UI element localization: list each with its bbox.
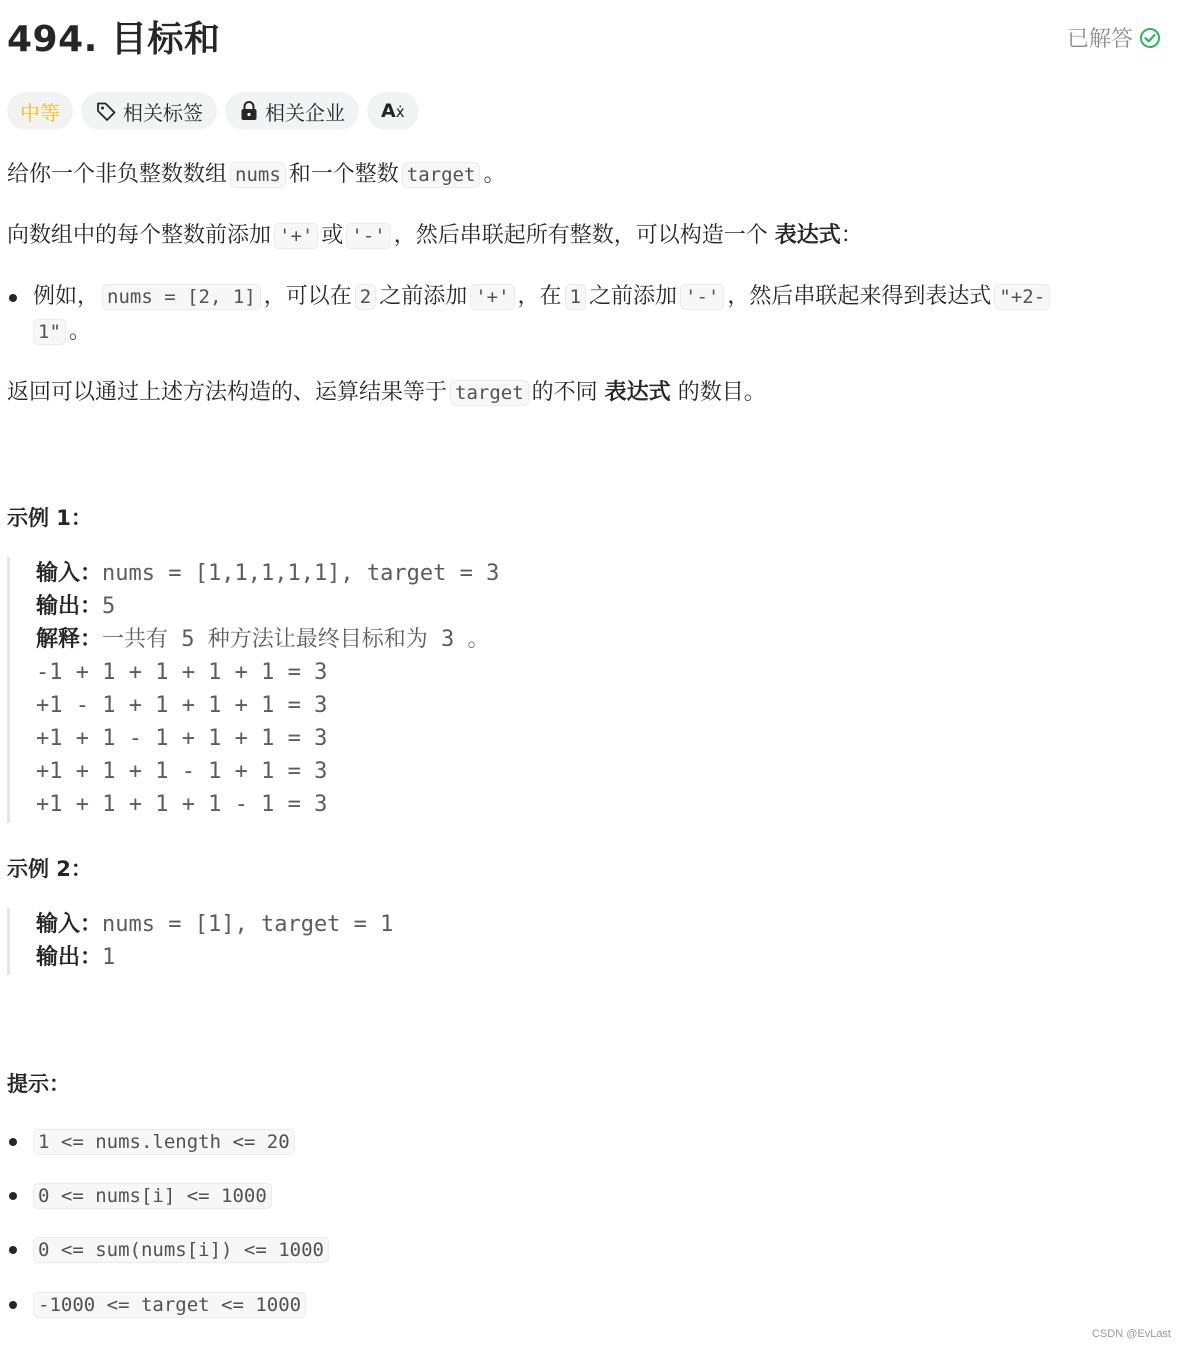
constraint-item <box>30 1288 309 1322</box>
value: nums = [1], target = 1 <box>102 912 394 937</box>
text: 3 。 <box>427 627 490 652</box>
value: 5 <box>102 594 116 619</box>
inline-code: -1000 <= target <= 1000 <box>33 1292 306 1318</box>
inline-code: nums <box>230 162 286 188</box>
bullet <box>9 1301 17 1309</box>
description-paragraph-2 <box>7 219 863 253</box>
description-paragraph-1 <box>7 158 505 192</box>
inline-code: 0 <= sum(nums[i]) <= 1000 <box>33 1237 329 1263</box>
difficulty-label: 中等 <box>20 100 60 125</box>
inline-code: '-' <box>680 284 724 310</box>
label: 输入： <box>36 912 103 937</box>
text: 的数目。 <box>677 380 766 405</box>
text: ： <box>840 223 863 248</box>
related-companies-label: 相关企业 <box>265 100 345 125</box>
solved-status <box>1067 22 1161 53</box>
text: 和一个整数 <box>288 162 399 187</box>
inline-code: 0 <= nums[i] <= 1000 <box>33 1183 272 1209</box>
difficulty-badge[interactable] <box>7 92 73 130</box>
explanation-line: +1 + 1 + 1 + 1 - 1 = 3 <box>36 792 328 817</box>
text: 例如， <box>33 284 100 309</box>
example-2-block <box>7 908 393 975</box>
example-input <box>36 557 499 590</box>
text: 。 <box>483 162 506 187</box>
inline-code: '-' <box>346 223 390 249</box>
inline-code: 2 <box>355 284 376 310</box>
text: 向数组中的每个整数前添加 <box>7 223 272 248</box>
related-companies-button[interactable] <box>225 92 359 130</box>
constraint-item <box>30 1233 332 1267</box>
check-circle-icon <box>1139 27 1161 49</box>
value: 1 <box>102 945 116 970</box>
text: 或 <box>321 223 344 248</box>
text: ，可以在 <box>263 284 352 309</box>
text: 5 <box>168 627 208 652</box>
value: nums = [1,1,1,1,1], target = 3 <box>102 561 500 586</box>
example-output <box>36 590 499 623</box>
label: 输出： <box>36 945 103 970</box>
text: 一共有 <box>102 627 169 652</box>
example-explanation <box>36 623 499 656</box>
text: ，然后串联起来得到表达式 <box>727 284 992 309</box>
inline-code: target <box>402 162 481 188</box>
inline-code: 1 <box>565 284 586 310</box>
text: 种方法让最终目标和为 <box>207 627 428 652</box>
label: 输出： <box>36 594 103 619</box>
example-1-block <box>7 557 499 823</box>
inline-code: nums = [2, 1] <box>102 284 261 310</box>
constraint-item <box>30 1125 298 1159</box>
related-tags-label: 相关标签 <box>123 100 203 125</box>
inline-code: '+' <box>470 284 514 310</box>
label: 解释： <box>36 627 103 652</box>
text: ，在 <box>517 284 562 309</box>
bullet <box>9 1246 17 1254</box>
tag-row <box>7 92 419 130</box>
text: 的不同 <box>531 380 598 405</box>
explanation-line: +1 - 1 + 1 + 1 + 1 = 3 <box>36 693 328 718</box>
example-2-heading: 示例 2： <box>7 857 92 881</box>
text: 返回可以通过上述方法构造的、运算结果等于 <box>7 380 448 405</box>
text: ，然后串联起所有整数，可以构造一个 <box>393 223 768 248</box>
related-tags-button[interactable] <box>81 92 217 130</box>
constraint-item <box>30 1179 275 1213</box>
inline-code: "+2- <box>994 284 1050 310</box>
inline-code: target <box>450 380 529 406</box>
tag-icon <box>95 100 117 122</box>
translate-icon: Aẋ <box>381 100 405 122</box>
bullet <box>9 294 17 302</box>
example-1-heading: 示例 1： <box>7 506 92 530</box>
bullet <box>9 1138 17 1146</box>
label: 输入： <box>36 561 103 586</box>
example-output <box>36 941 393 974</box>
inline-code: 1" <box>33 319 66 345</box>
inline-code: '+' <box>274 223 318 249</box>
explanation-line: -1 + 1 + 1 + 1 + 1 = 3 <box>36 660 328 685</box>
problem-title: 494. 目标和 <box>7 19 221 60</box>
bold-text: 表达式 <box>604 380 671 405</box>
inline-code: 1 <= nums.length <= 20 <box>33 1129 295 1155</box>
watermark: CSDN @EvLast <box>1091 1328 1171 1340</box>
bullet <box>9 1192 17 1200</box>
text: 给你一个非负整数数组 <box>7 162 228 187</box>
text: 之前添加 <box>589 284 678 309</box>
example-input <box>36 908 393 941</box>
text: 之前添加 <box>379 284 468 309</box>
explanation-line: +1 + 1 - 1 + 1 + 1 = 3 <box>36 726 328 751</box>
constraints-heading: 提示： <box>7 1072 70 1096</box>
text: 。 <box>68 319 91 344</box>
bold-text: 表达式 <box>774 223 841 248</box>
solved-label: 已解答 <box>1066 27 1133 52</box>
explanation-line: +1 + 1 + 1 - 1 + 1 = 3 <box>36 759 328 784</box>
description-list-item-cont <box>30 315 91 349</box>
description-paragraph-3 <box>7 376 766 410</box>
description-list-item <box>33 280 1053 314</box>
lock-icon <box>239 100 259 122</box>
translate-button[interactable] <box>367 92 419 130</box>
